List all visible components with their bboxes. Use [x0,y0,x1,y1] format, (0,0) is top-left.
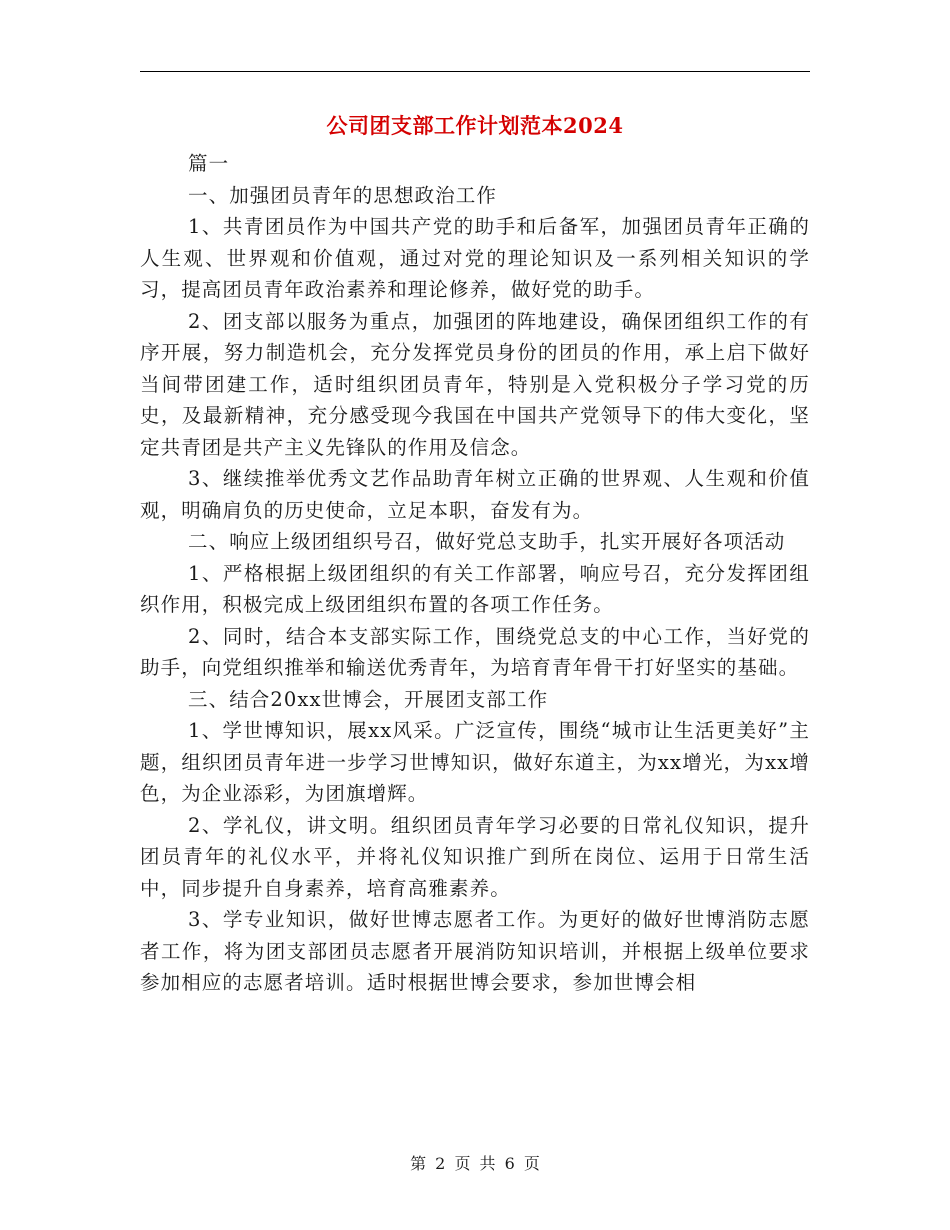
page-number: 第 2 页 共 6 页 [410,1154,540,1173]
heading-2: 二、响应上级团组织号召，做好党总支助手，扎实开展好各项活动 [188,530,786,553]
paragraph: 1、共青团员作为中国共产党的助手和后备军，加强团员青年正确的人生观、世界观和价值观，通过对党的理论知识及一系列相关知识的学习，提高团员青年政治素养和理论修养，做好党的助手。 [140,215,810,301]
paragraph: 3、继续推举优秀文艺作品助青年树立正确的世界观、人生观和价值观，明确肩负的历史使命，立足本职，奋发有为。 [140,467,810,522]
paragraph: 2、团支部以服务为重点，加强团的阵地建设，确保团组织工作的有序开展，努力制造机会，充分发挥党员身份的团员的作用，承上启下做好当间带团建工作，适时组织团员青年，特别是入党积极分子学习党的历史，及最新精神，充分感受现今我国在中国共产党领导下的伟大变化，坚定共青团是共产主义先锋队的作用及信念。 [140,309,810,459]
paragraph: 2、同时，结合本支部实际工作，围绕党总支的中心工作，当好党的助手，向党组织推举和输送优秀青年，为培育青年骨干打好坚实的基础。 [140,624,810,679]
header-rule [140,71,810,72]
paragraph: 2、学礼仪，讲文明。组织团员青年学习必要的日常礼仪知识，提升团员青年的礼仪水平，并将礼仪知识推广到所在岗位、运用于日常生活中，同步提升自身素养，培育高雅素养。 [140,813,810,900]
heading-3: 三、结合20xx世博会，开展团支部工作 [188,687,549,711]
paragraph: 1、学世博知识，展xx风采。广泛宣传，围绕“城市让生活更美好”主题，组织团员青年进一步学习世博知识，做好东道主，为xx增光，为xx增色，为企业添彩，为团旗增辉。 [140,719,810,805]
paragraph: 1、严格根据上级团组织的有关工作部署，响应号召，充分发挥团组织作用，积极完成上级团组织布置的各项工作任务。 [140,561,810,616]
heading-1: 一、加强团员青年的思想政治工作 [188,183,498,207]
document-body [140,148,810,999]
paragraph: 3、学专业知识，做好世博志愿者工作。为更好的做好世博消防志愿者工作，将为团支部团员志愿者开展消防知识培训，并根据上级单位要求参加相应的志愿者培训。适时根据世博会要求，参加世博会相 [140,908,810,994]
section-label: 篇一 [188,152,230,175]
document-title: 公司团支部工作计划范本2024 [326,113,624,138]
